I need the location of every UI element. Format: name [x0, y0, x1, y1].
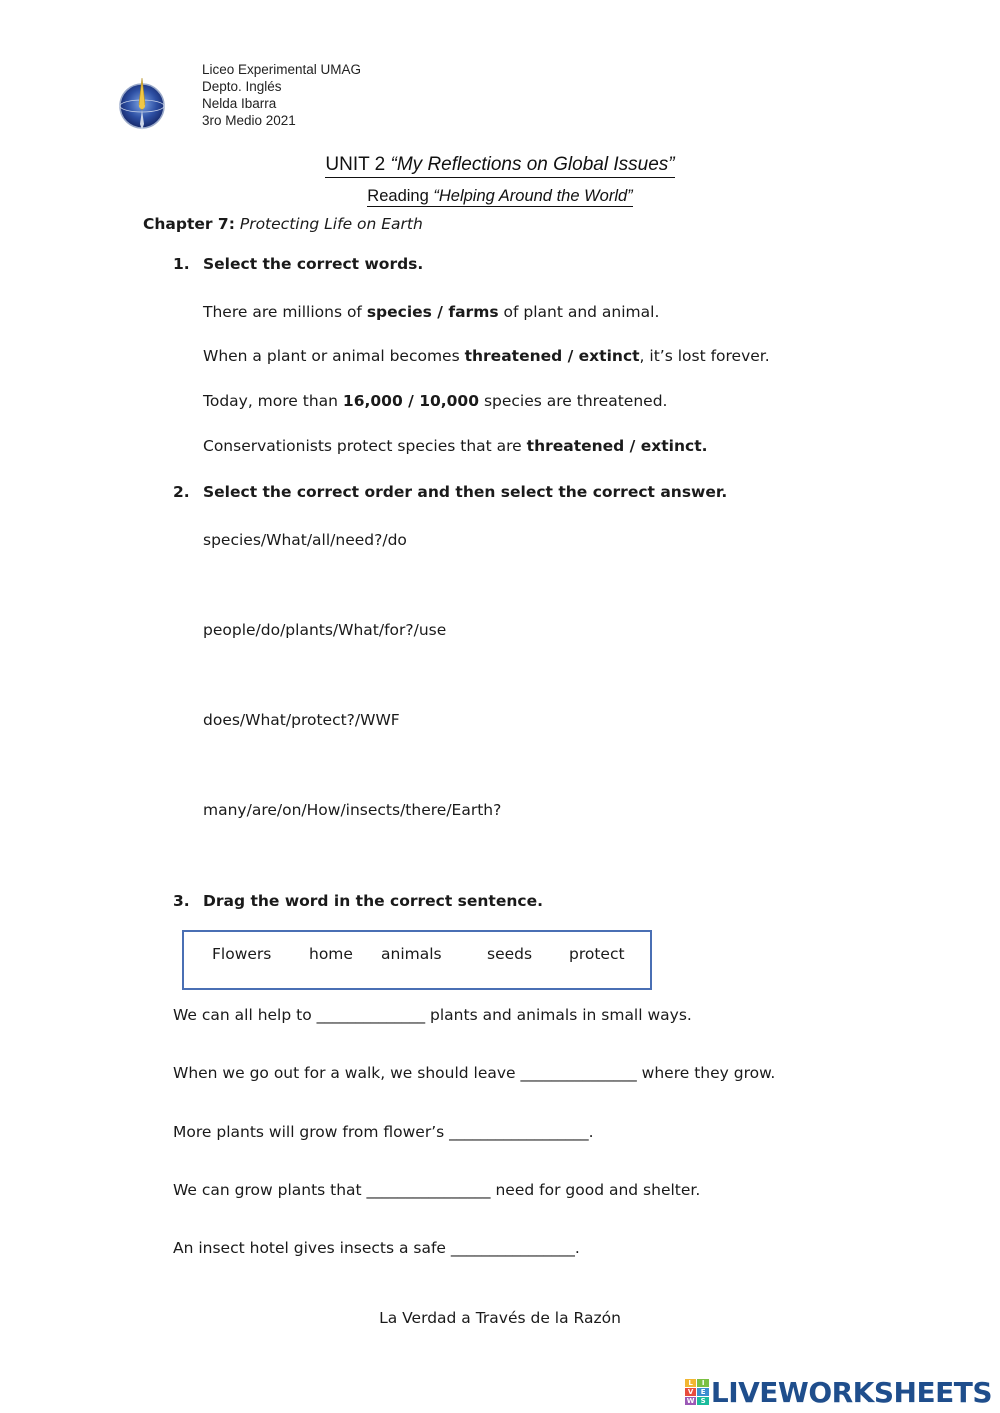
- chapter-title: Protecting Life on Earth: [239, 215, 423, 233]
- chapter-label: Chapter 7:: [143, 215, 235, 233]
- word-seeds[interactable]: seeds: [487, 945, 533, 963]
- badge-letter-1: L: [685, 1379, 697, 1387]
- q3-heading: [173, 892, 543, 910]
- chapter-line: [143, 215, 423, 233]
- word-flowers[interactable]: Flowers: [212, 945, 272, 963]
- footer-motto: La Verdad a Través de la Razón: [379, 1309, 621, 1327]
- badge-letter-2: I: [697, 1379, 709, 1387]
- q1-sentence-4: [203, 437, 708, 455]
- teacher-name: Nelda Ibarra: [202, 96, 277, 111]
- q1-s3-choice[interactable]: 16,000 / 10,000: [342, 392, 480, 410]
- unit-title: [0, 154, 1000, 176]
- liveworksheets-logo: [685, 1374, 992, 1410]
- course-name: 3ro Medio 2021: [202, 113, 296, 128]
- badge-letter-5: W: [686, 1397, 695, 1405]
- q1-heading: [173, 255, 423, 273]
- q3-sentence-5[interactable]: An insect hotel gives insects a safe ________________.: [173, 1239, 580, 1257]
- q2-item-2[interactable]: people/do/plants/What/for?/use: [203, 621, 447, 639]
- q1-s4-before: Conservationists protect species that are: [203, 437, 527, 455]
- q1-s2-after: , it’s lost forever.: [639, 347, 770, 365]
- unit-title-text: “My Reflections on Global Issues”: [390, 154, 675, 175]
- q2-item-3[interactable]: does/What/protect?/WWF: [203, 711, 400, 729]
- q2-heading: [173, 483, 727, 501]
- reading-title-text: “Helping Around the World”: [433, 187, 633, 205]
- badge-letter-6: S: [697, 1397, 709, 1405]
- q2-heading-text: Select the correct order and then select the correct answer.: [203, 483, 728, 501]
- q1-s1-before: There are millions of: [203, 303, 367, 321]
- q3-heading-text: Drag the word in the correct sentence.: [203, 892, 543, 910]
- q2-item-1[interactable]: species/What/all/need?/do: [203, 531, 407, 549]
- word-home[interactable]: home: [309, 945, 353, 963]
- badge-letter-4: E: [697, 1388, 709, 1396]
- q3-sentence-4[interactable]: We can grow plants that ________________ need for good and shelter.: [173, 1181, 701, 1199]
- q1-heading-text: Select the correct words.: [203, 255, 424, 273]
- q1-s1-after: of plant and animal.: [498, 303, 660, 321]
- school-name: Liceo Experimental UMAG: [202, 62, 362, 77]
- unit-prefix: UNIT 2: [325, 154, 386, 175]
- liveworksheets-text: LIVEWORKSHEETS: [710, 1375, 992, 1409]
- q1-s1-choice[interactable]: species / farms: [366, 303, 499, 321]
- q1-s3-before: Today, more than: [203, 392, 343, 410]
- q3-sentence-3[interactable]: More plants will grow from flower’s __________________.: [173, 1123, 594, 1141]
- q1-sentence-1: [203, 303, 659, 321]
- q1-s4-choice[interactable]: threatened / extinct.: [526, 437, 708, 455]
- school-header: [202, 61, 361, 129]
- word-protect[interactable]: protect: [569, 945, 625, 963]
- q1-s2-before: When a plant or animal becomes: [203, 347, 465, 365]
- q2-number: 2.: [173, 483, 190, 501]
- liveworksheets-badge-icon: [685, 1379, 709, 1405]
- q3-number: 3.: [173, 892, 190, 910]
- q1-sentence-2: [203, 347, 770, 365]
- badge-letter-3: V: [685, 1388, 697, 1396]
- q1-number: 1.: [173, 255, 190, 273]
- q2-item-4[interactable]: many/are/on/How/insects/there/Earth?: [203, 801, 502, 819]
- department-name: Depto. Inglés: [202, 79, 282, 94]
- school-logo-icon: [114, 76, 170, 132]
- reading-title: [0, 187, 1000, 206]
- word-bank: [182, 930, 652, 990]
- q3-sentence-2[interactable]: When we go out for a walk, we should leave _______________ where they grow.: [173, 1064, 776, 1082]
- q1-sentence-3: [203, 392, 667, 410]
- q1-s3-after: species are threatened.: [479, 392, 668, 410]
- q3-sentence-1[interactable]: We can all help to ______________ plants and animals in small ways.: [173, 1006, 692, 1024]
- word-animals[interactable]: animals: [381, 945, 442, 963]
- q1-s2-choice[interactable]: threatened / extinct: [464, 347, 640, 365]
- reading-prefix: Reading: [367, 187, 429, 205]
